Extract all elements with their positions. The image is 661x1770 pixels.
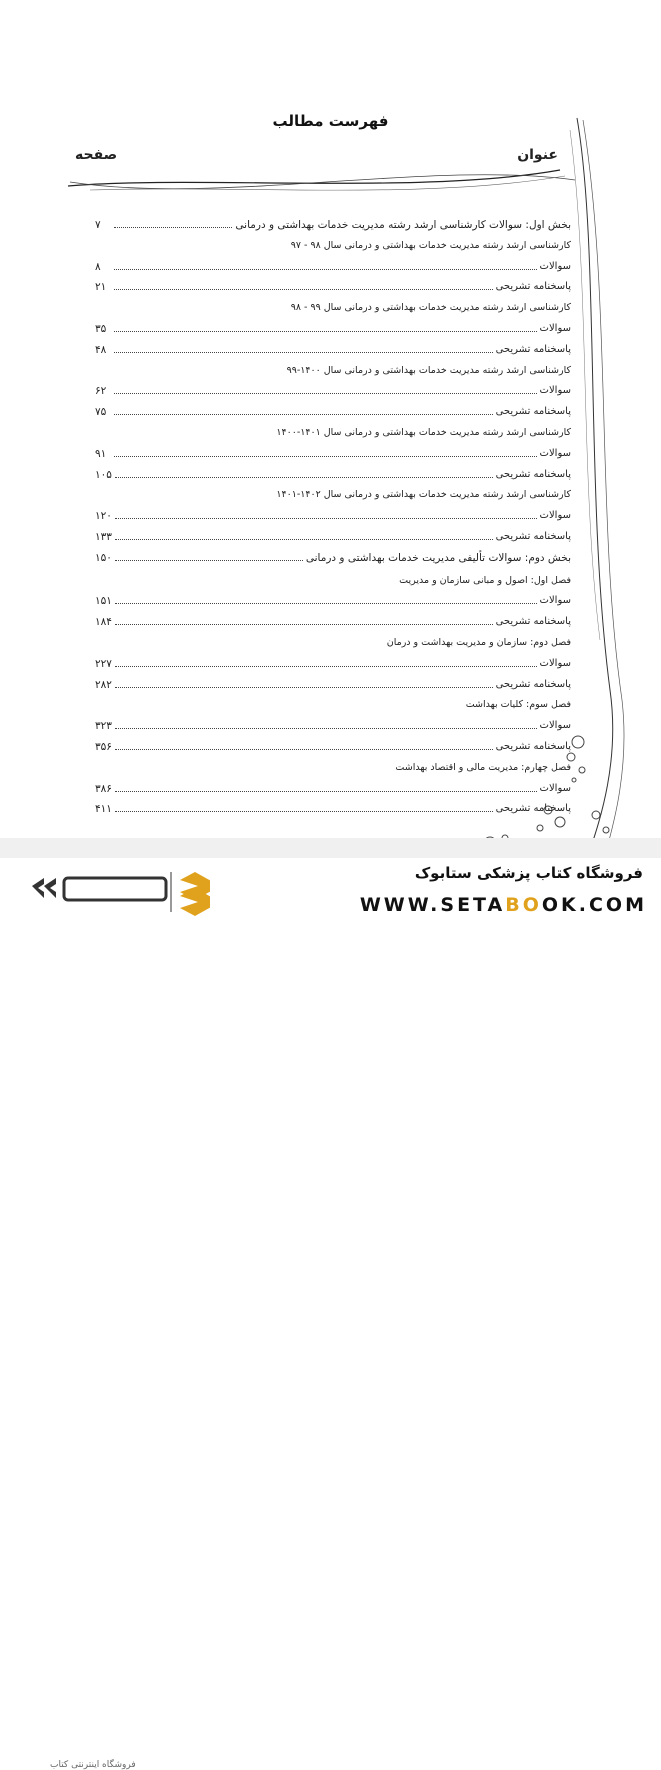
dot-leader <box>114 289 493 290</box>
toc-entry-row[interactable] <box>95 255 571 273</box>
dot-leader <box>115 624 493 625</box>
toc-entry-row[interactable] <box>95 797 571 815</box>
toc-page-number: ۱۰۵ <box>95 469 112 481</box>
toc-entry-title: فصل سوم: کلیات بهداشت <box>465 699 571 710</box>
toc-page-number: ۲۲۷ <box>95 658 112 670</box>
toc-entry-title: پاسخنامه تشریحی <box>495 679 571 690</box>
dot-leader <box>115 749 493 750</box>
toc-entry-row[interactable] <box>95 652 571 670</box>
toc-entry-title: پاسخنامه تشریحی <box>495 741 571 752</box>
toc-entry-row[interactable] <box>95 400 571 418</box>
dot-leader <box>114 331 537 332</box>
dot-leader <box>115 603 537 604</box>
toc-entry-row[interactable] <box>95 379 571 397</box>
logo-caption: فروشگاه اینترنتی کتاب <box>50 1760 136 1770</box>
toc-page-number: ۶۲ <box>95 385 107 397</box>
toc-section-heading[interactable] <box>95 296 571 314</box>
toc-page-number: ۳۲۳ <box>95 720 112 732</box>
toc-page-number: ۳۵۶ <box>95 741 112 753</box>
toc-entry-row[interactable] <box>95 525 571 543</box>
toc-page-number: ۳۵ <box>95 323 107 335</box>
toc-page-number: ۳۸۶ <box>95 783 112 795</box>
toc-page-number: ۱۸۴ <box>95 616 112 628</box>
toc-entry-row[interactable] <box>95 673 571 691</box>
dot-leader <box>114 393 537 394</box>
setabook-logo <box>30 864 210 924</box>
dot-leader <box>115 560 303 561</box>
toc-entry-title: فصل اول: اصول و مبانی سازمان و مدیریت <box>399 575 571 586</box>
dot-leader <box>114 456 537 457</box>
table-of-contents <box>0 0 661 860</box>
toc-page-number: ۱۵۰ <box>95 552 112 564</box>
toc-page-number: ۸ <box>95 261 101 273</box>
toc-entry-title: کارشناسی ارشد رشته مدیریت خدمات بهداشتی و درمانی سال ۱۴۰۲-۱۴۰۱ <box>276 489 571 500</box>
toc-page-number: ۱۲۰ <box>95 510 112 522</box>
toc-entry-title: کارشناسی ارشد رشته مدیریت خدمات بهداشتی و درمانی سال ۹۹ - ۹۸ <box>290 302 571 313</box>
toc-entry-title: فصل چهارم: مدیریت مالی و اقتصاد بهداشت <box>395 762 571 773</box>
toc-entry-row[interactable] <box>95 777 571 795</box>
toc-entry-title: سوالات <box>539 595 571 606</box>
dot-leader <box>114 352 493 353</box>
toc-entry-title: کارشناسی ارشد رشته مدیریت خدمات بهداشتی و درمانی سال ۱۴۰۰-۹۹ <box>286 365 571 376</box>
toc-entry-title: سوالات <box>539 658 571 669</box>
dot-leader <box>114 414 493 415</box>
toc-entry-title: پاسخنامه تشریحی <box>495 803 571 814</box>
toc-section-heading[interactable] <box>95 631 571 649</box>
toc-entry-title: پاسخنامه تشریحی <box>495 406 571 417</box>
toc-entry-row[interactable] <box>95 275 571 293</box>
toc-entry-row[interactable] <box>95 610 571 628</box>
toc-entry-title: سوالات <box>539 510 571 521</box>
toc-entry-title: پاسخنامه تشریحی <box>495 616 571 627</box>
page-title: فهرست مطالب <box>272 112 389 130</box>
store-url[interactable]: WWW.SETABOOK.COM <box>359 894 647 916</box>
toc-entry-title: سوالات <box>539 261 571 272</box>
column-header-page: صفحه <box>75 147 118 163</box>
toc-entry-title: بخش اول: سوالات کارشناسی ارشد رشته مدیریت خدمات بهداشتی و درمانی <box>235 219 571 231</box>
column-header-topic: عنوان <box>517 147 558 163</box>
toc-entry-title: سوالات <box>539 448 571 459</box>
dot-leader <box>115 539 493 540</box>
toc-entry-title: پاسخنامه تشریحی <box>495 344 571 355</box>
toc-section-heading[interactable] <box>95 421 571 439</box>
toc-entry-title: سوالات <box>539 783 571 794</box>
dot-leader <box>115 728 537 729</box>
toc-section-heading[interactable] <box>95 693 571 711</box>
toc-page-number: ۴۸ <box>95 344 107 356</box>
dot-leader <box>114 269 537 270</box>
toc-entry-row[interactable] <box>95 714 571 732</box>
dot-leader <box>114 227 232 228</box>
toc-entry-title: بخش دوم: سوالات تألیفی مدیریت خدمات بهداشتی و درمانی <box>305 552 571 564</box>
dot-leader <box>115 518 537 519</box>
toc-entry-row[interactable] <box>95 338 571 356</box>
toc-page-number: ۱۳۳ <box>95 531 112 543</box>
toc-entry-title: پاسخنامه تشریحی <box>495 281 571 292</box>
toc-section-heading[interactable] <box>95 569 571 587</box>
store-name: فروشگاه کتاب پزشکی ستابوک <box>414 864 643 882</box>
toc-section-heading[interactable] <box>95 483 571 501</box>
toc-entry-title: کارشناسی ارشد رشته مدیریت خدمات بهداشتی و درمانی سال ۱۴۰۱-۱۴۰۰ <box>276 427 571 438</box>
toc-section-heading[interactable] <box>95 234 571 252</box>
toc-page-number: ۲۱ <box>95 281 107 293</box>
toc-page-number: ۷ <box>95 219 101 231</box>
toc-page-number: ۲۸۲ <box>95 679 112 691</box>
toc-entry-title: کارشناسی ارشد رشته مدیریت خدمات بهداشتی و درمانی سال ۹۸ - ۹۷ <box>290 240 571 251</box>
toc-section-heading[interactable] <box>95 756 571 774</box>
toc-page-number: ۴۱۱ <box>95 803 112 815</box>
toc-page-number: ۹۱ <box>95 448 107 460</box>
toc-page-number: ۷۵ <box>95 406 107 418</box>
toc-entry-row[interactable] <box>95 442 571 460</box>
dot-leader <box>115 687 493 688</box>
dot-leader <box>115 666 537 667</box>
toc-entry-title: سوالات <box>539 385 571 396</box>
toc-entry-row[interactable] <box>95 504 571 522</box>
toc-entry-row[interactable] <box>95 463 571 481</box>
toc-entry-row[interactable] <box>95 317 571 335</box>
dot-leader <box>115 477 493 478</box>
toc-entry-title: فصل دوم: سازمان و مدیریت بهداشت و درمان <box>386 637 571 648</box>
toc-part-row[interactable] <box>95 213 571 231</box>
toc-section-heading[interactable] <box>95 359 571 377</box>
toc-entry-title: سوالات <box>539 720 571 731</box>
toc-entry-title: پاسخنامه تشریحی <box>495 469 571 480</box>
toc-entry-row[interactable] <box>95 735 571 753</box>
toc-page-number: ۱۵۱ <box>95 595 112 607</box>
toc-entry-row[interactable] <box>95 589 571 607</box>
dot-leader <box>115 791 537 792</box>
toc-part-row[interactable] <box>95 546 571 564</box>
toc-entry-title: پاسخنامه تشریحی <box>495 531 571 542</box>
dot-leader <box>115 811 493 812</box>
toc-entry-title: سوالات <box>539 323 571 334</box>
